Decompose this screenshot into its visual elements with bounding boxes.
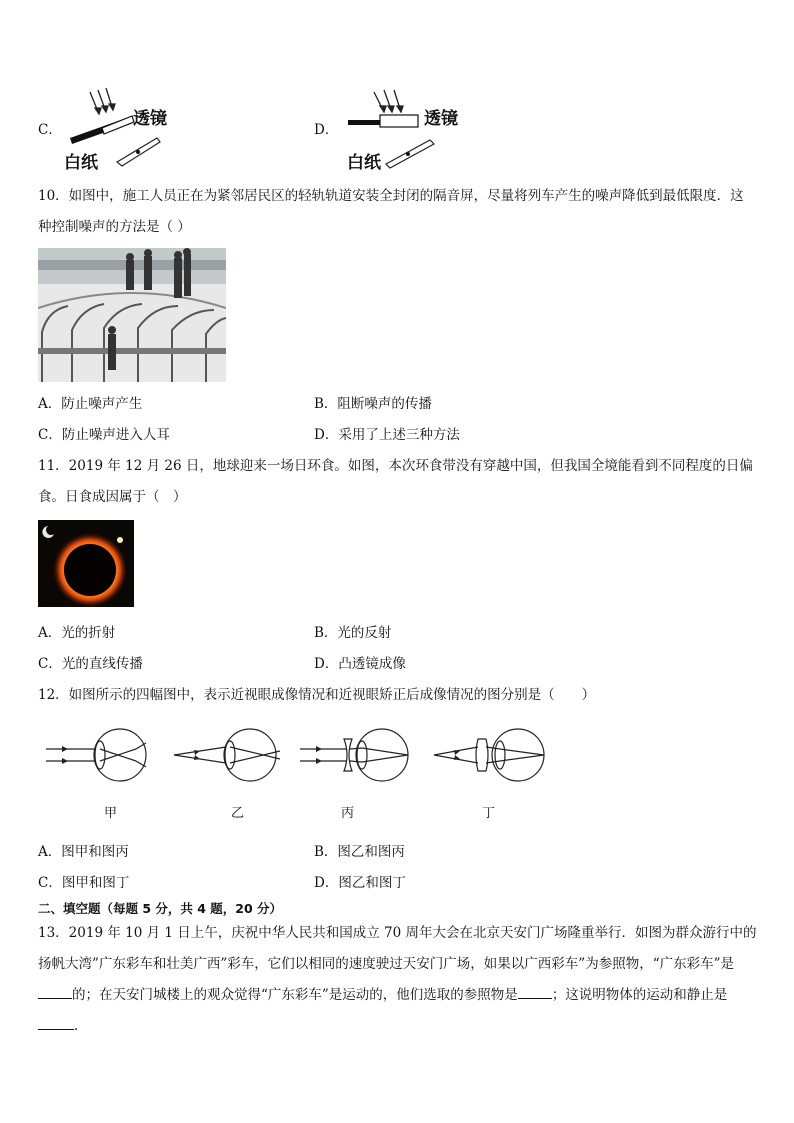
eye-bing-svg (298, 725, 416, 785)
q13-blank-2[interactable] (518, 984, 552, 999)
annular-eclipse-illustration (38, 520, 134, 607)
caption-yi: 乙 (231, 806, 245, 821)
paper-label-c: 白纸 (64, 153, 98, 173)
q12-option-b: B．图乙和图丙 (314, 844, 405, 860)
option-d-letter: D． (314, 122, 339, 138)
q10-option-b: B．阻断噪声的传播 (314, 396, 432, 412)
eye-ding-svg (432, 725, 550, 785)
soundproof-screen-illustration (38, 248, 226, 382)
q11-option-b: B．光的反射 (314, 625, 392, 641)
paper-label-d: 白纸 (347, 153, 381, 173)
eye-diagram-bing (298, 725, 416, 785)
q13-blank-1[interactable] (38, 984, 72, 999)
caption-bing: 丙 (341, 806, 355, 821)
q12-option-c: C．图甲和图丁 (38, 875, 130, 891)
section-title: 二、填空题（每题 5 分，共 4 题，20 分） (38, 901, 283, 916)
q13-blank-3[interactable] (38, 1015, 74, 1030)
q13-part2: 的；在天安门城楼上的观众觉得“广东彩车”是运动的，他们选取的参照物是 (72, 987, 518, 1003)
q13-part3: ；这说明物体的运动和静止是 (551, 987, 728, 1003)
lens-label-c: 透镜 (133, 109, 167, 129)
lens-label-d: 透镜 (424, 109, 458, 129)
q13-part1: 13．2019 年 10 月 1 日上午，庆祝中华人民共和国成立 70 周年大会在北京天安门广场隆重举行．如图为群众游行中的扬帆大湾”广东彩车和壮美广西”彩车，它们以相同的速度驶过天安门广场，如果以广西彩车”为参照物，“广东彩车”是 (38, 925, 757, 972)
q11-stem-line1: 11．2019 年 12 月 26 日，地球迎来一场日环食。如图，本次环食带没有穿越中国，但我国全境能看到不同程度的日偏 (38, 458, 753, 474)
q11-option-c: C．光的直线传播 (38, 656, 143, 672)
eye-diagram-jia (44, 725, 154, 785)
q10-option-a: A．防止噪声产生 (38, 396, 143, 412)
q12-stem: 12．如图所示的四幅图中，表示近视眼成像情况和近视眼矫正后成像情况的图分别是（ ） (38, 687, 596, 703)
q13-paragraph (38, 918, 758, 1042)
option-c-letter: C． (38, 122, 62, 138)
q12-option-d: D．图乙和图丁 (314, 875, 406, 891)
caption-jia: 甲 (104, 806, 118, 821)
caption-ding: 丁 (482, 806, 496, 821)
eye-diagram-yi (172, 725, 282, 785)
q11-stem-line2: 食。日食成因属于（ ） (38, 489, 187, 505)
q12-option-a: A．图甲和图丙 (38, 844, 129, 860)
q10-option-d: D．采用了上述三种方法 (314, 427, 460, 443)
q13-part4: ． (74, 1018, 88, 1034)
q11-option-d: D．凸透镜成像 (314, 656, 406, 672)
soundproof-screen-photo (38, 248, 226, 382)
q10-option-c: C．防止噪声进入人耳 (38, 427, 170, 443)
eye-diagram-ding (432, 725, 550, 785)
q11-option-a: A．光的折射 (38, 625, 116, 641)
q10-stem-line1: 10．如图中，施工人员正在为紧邻居民区的轻轨轨道安装全封闭的隔音屏，尽量将列车产生的噪声降低到最低限度．这 (38, 188, 744, 204)
eye-yi-svg (172, 725, 282, 785)
solar-eclipse-photo (38, 520, 134, 607)
eye-jia-svg (44, 725, 154, 785)
q10-stem-line2: 种控制噪声的方法是（ ） (38, 219, 191, 235)
